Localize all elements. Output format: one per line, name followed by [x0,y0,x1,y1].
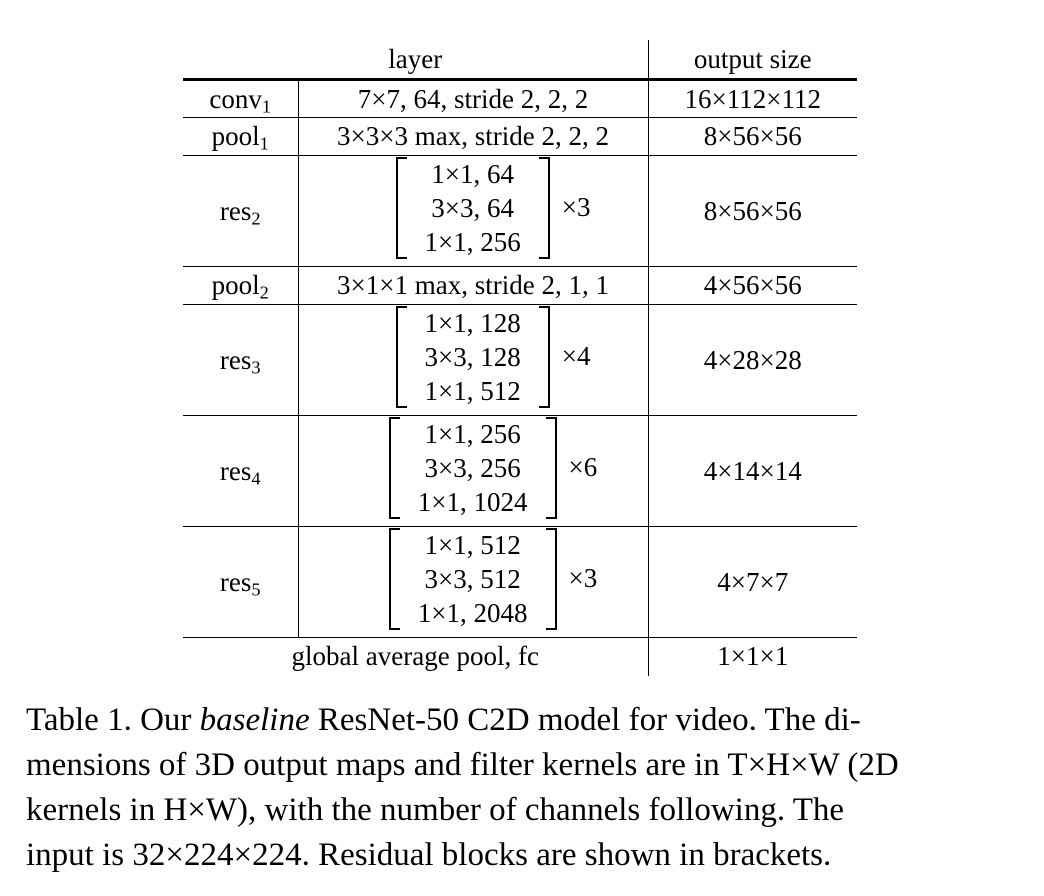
layer-name-cell: pool$_2$ [183,267,298,305]
architecture-table [183,40,857,676]
footer-label-cell: global average pool, fc [183,638,648,676]
table-row [183,305,857,416]
output-size-cell: 4×28×28 [703,344,802,375]
table-row [183,527,857,638]
layer-spec-cell: 3×1×1 max, stride 2, 1, 1 [298,267,648,305]
table-row [183,267,857,305]
block-repeat: ×3 [561,192,591,222]
residual-block-cell [298,416,648,527]
layer-name-cell: conv$_1$ [183,80,298,118]
layer-spec-cell: 7×7, 64, stride 2, 2, 2 [298,80,648,118]
residual-bracket: 1×1, 128 3×3, 128 1×1, 512 [396,306,550,408]
output-size-cell: 16×112×112 [684,83,821,114]
output-size-cell: 4×56×56 [703,270,802,300]
table-caption [26,698,1016,878]
residual-block-cell [298,527,648,638]
header-layer: layer [183,40,648,80]
header-output-size: output size [648,40,857,80]
caption-line: mensions of 3D output maps and filter kernels are in T×H×W (2D [26,747,899,783]
residual-block-cell [298,305,648,416]
architecture-table-container [183,40,857,676]
block-repeat: ×6 [568,452,598,482]
footer-output-cell: 1×1×1 [717,641,789,672]
table-row [183,80,857,118]
table-row [183,416,857,527]
table-row [183,156,857,267]
residual-bracket: 1×1, 512 3×3, 512 1×1, 2048 [389,528,557,630]
output-size-cell: 4×7×7 [717,566,789,597]
header-row [183,40,857,80]
residual-bracket: 1×1, 256 3×3, 256 1×1, 1024 [389,417,557,519]
layer-name-cell: pool$_1$ [183,118,298,156]
table-footer-row [183,638,857,676]
block-repeat: ×4 [561,341,591,371]
caption-line: Table 1. Our baseline ResNet-50 C2D model for video. The di- [26,702,861,738]
residual-block-cell [298,156,648,267]
layer-spec-cell: 3×3×3 max, stride 2, 2, 2 [298,118,648,156]
caption-line: kernels in H×W), with the number of channels following. The [26,792,845,828]
residual-bracket: 1×1, 64 3×3, 64 1×1, 256 [396,157,550,259]
table-row [183,118,857,156]
layer-name-cell: res$_2$ [183,156,298,267]
output-size-cell: 8×56×56 [703,195,802,226]
layer-name-cell: res$_4$ [183,416,298,527]
output-size-cell: 4×14×14 [703,455,802,486]
caption-line: input is 32×224×224. Residual blocks are shown in brackets. [26,837,832,873]
block-repeat: ×3 [568,563,598,593]
layer-name-cell: res$_3$ [183,305,298,416]
output-size-cell: 8×56×56 [703,121,802,151]
layer-name-cell: res$_5$ [183,527,298,638]
